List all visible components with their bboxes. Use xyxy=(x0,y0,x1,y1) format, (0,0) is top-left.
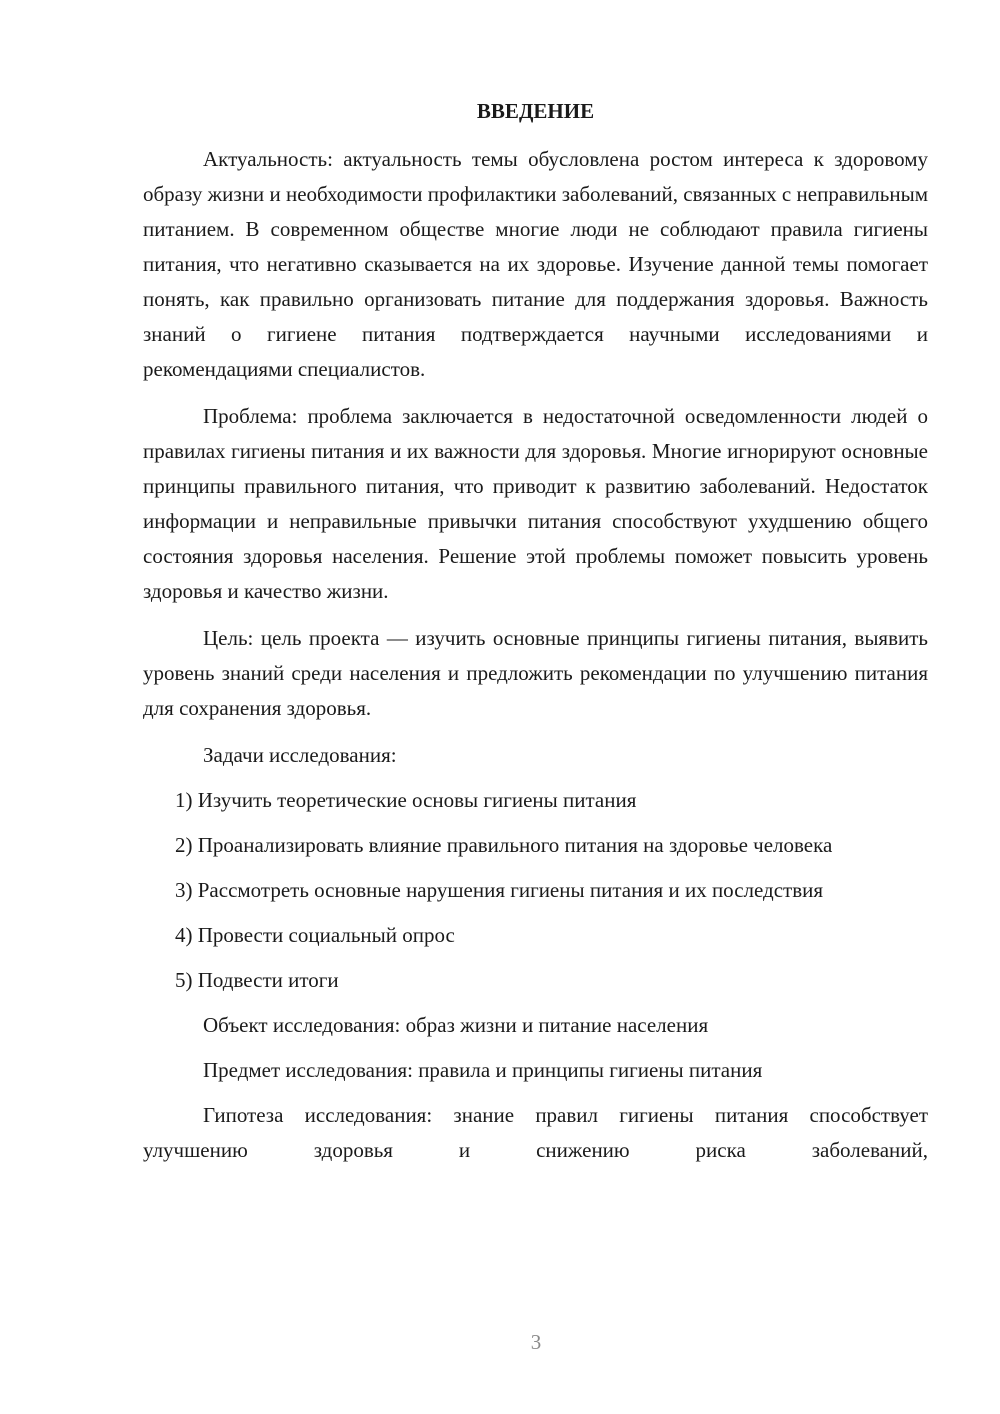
task-item-2: 2) Проанализировать влияние правильного питания на здоровье человека xyxy=(175,833,833,857)
paragraph-problem: Проблема: проблема заключается в недостаточной осведомленности людей о правилах гигиены питания и их важности для здоровья. Многие игнорируют основные принципы правильного питания, что приводит к развитию заболеваний. Недостаток информации и неправильные привычки питания способствуют ухудшению общего состояния здоровья населения. Решение этой проблемы поможет повысить уровень здоровья и качество жизни. xyxy=(143,404,928,603)
document-body xyxy=(143,94,928,1180)
task-item-5: 5) Подвести итоги xyxy=(175,968,339,992)
task-item-4: 4) Провести социальный опрос xyxy=(175,923,455,947)
task-item-1: 1) Изучить теоретические основы гигиены питания xyxy=(175,788,637,812)
task-item-3: 3) Рассмотреть основные нарушения гигиены питания и их последствия xyxy=(175,878,824,902)
section-heading: ВВЕДЕНИЕ xyxy=(476,99,595,123)
paragraph-subject: Предмет исследования: правила и принципы гигиены питания xyxy=(203,1058,763,1082)
paragraph-goal: Цель: цель проекта — изучить основные принципы гигиены питания, выявить уровень знаний среди населения и предложить рекомендации по улучшению питания для сохранения здоровья. xyxy=(143,626,928,720)
tasks-intro: Задачи исследования: xyxy=(203,743,397,767)
paragraph-relevance: Актуальность: актуальность темы обусловлена ростом интереса к здоровому образу жизни и необходимости профилактики заболеваний, связанных с неправильным питанием. В современном обществе многие люди не соблюдают правила гигиены питания, что негативно сказывается на их здоровье. Изучение данной темы помогает понять, как правильно организовать питание для поддержания здоровья. Важность знаний о гигиене питания подтверждается научными исследованиями и рекомендациями специалистов. xyxy=(143,147,928,381)
paragraph-hypothesis: Гипотеза исследования: знание правил гигиены питания способствует улучшению здоровья и снижению риска заболеваний, xyxy=(143,1103,928,1162)
paragraph-object: Объект исследования: образ жизни и питание населения xyxy=(203,1013,709,1037)
page-number: 3 xyxy=(530,1330,542,1354)
